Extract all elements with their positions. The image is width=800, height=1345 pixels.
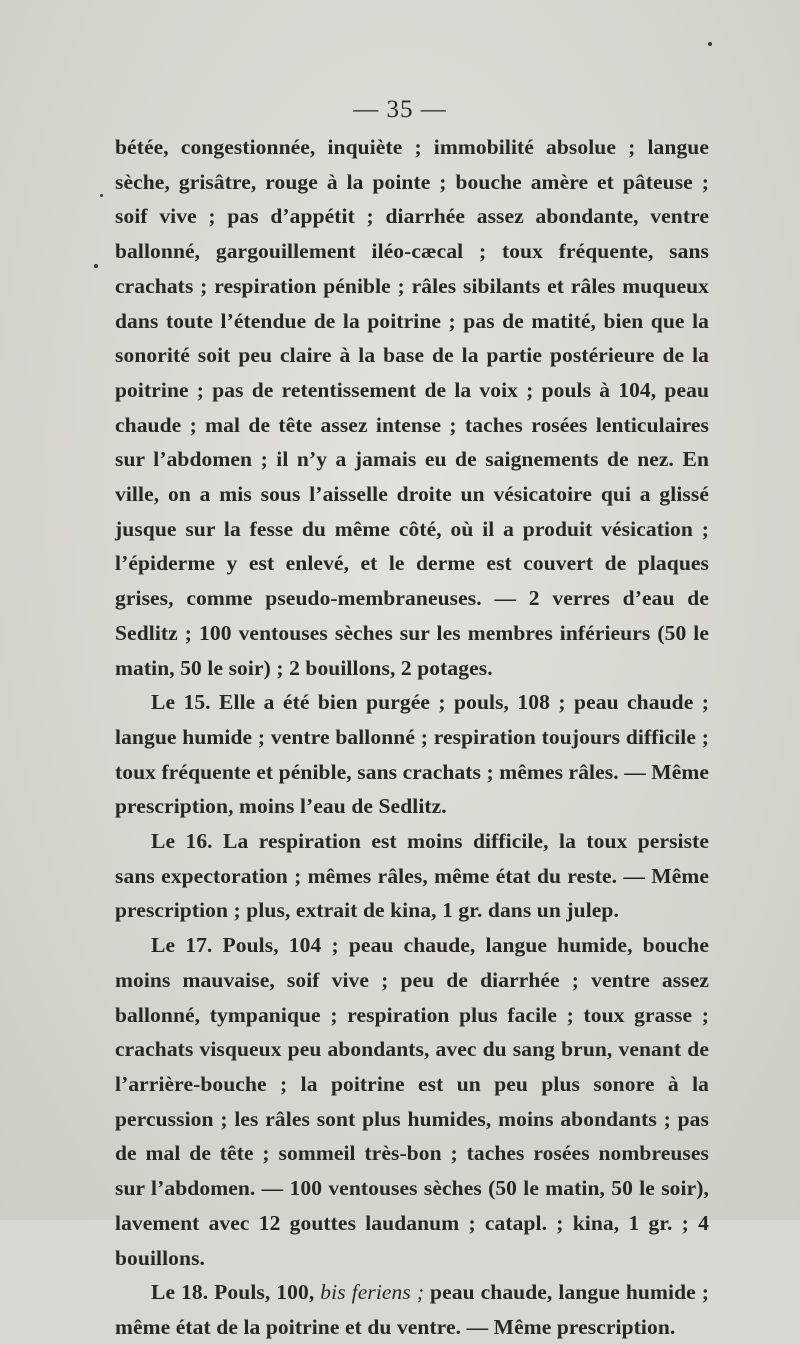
ink-speck [708,42,712,46]
paragraph-day-15: Le 15. Elle a été bien purgée ; pouls, 108 ; peau chaude ; langue humide ; ventre ballonné ; respiration toujours difficile ; toux fréquente et pénible, sans crachats ; mêmes râles. — Même prescription, moins l’eau de Sedlitz. [115,690,709,819]
ink-speck [94,264,98,268]
paragraph-day-18-end: peau chaude, langue humide ; même état de la poitrine et du ventre. — Même prescription. [115,1280,709,1339]
body-text [115,130,709,1345]
ink-speck [100,194,103,197]
paragraph-day-18-italic: bis feriens ; [320,1280,425,1305]
paragraph-day-17: Le 17. Pouls, 104 ; peau chaude, langue humide, bouche moins mauvaise, soif vive ; peu de diarrhée ; ventre assez ballonné, tympanique ; respiration plus facile ; toux grasse ; crachats visqueux peu abondants, avec du sang brun, venant de l’arrière-bouche ; la poitrine est un peu plus sonore à la percussion ; les râles sont plus humides, moins abondants ; pas de mal de tête ; sommeil très-bon ; taches rosées nombreuses sur l’abdomen. — 100 ventouses sèches (50 le matin, 50 le soir), lavement avec 12 gouttes laudanum ; catapl. ; kina, 1 gr. ; 4 bouillons. [115,933,709,1270]
paragraph-day-18-start: Le 18. Pouls, 100, [151,1280,321,1305]
page-number: — 35 — [353,96,447,123]
paragraph-day-16: Le 16. La respiration est moins difficile, la toux persiste sans expectoration ; mêmes râles, même état du reste. — Même prescription ; plus, extrait de kina, 1 gr. dans un julep. [115,829,709,923]
paragraph-continuation: bétée, congestionnée, inquiète ; immobilité absolue ; langue sèche, grisâtre, rouge à la pointe ; bouche amère et pâteuse ; soif vive ; pas d’appétit ; diarrhée assez abondante, ventre ballonné, gargouillement iléo-cæcal ; toux fréquente, sans crachats ; respiration pénible ; râles sibilants et râles muqueux dans toute l’étendue de la poitrine ; pas de matité, bien que la sonorité soit peu claire à la base de la partie postérieure de la poitrine ; pas de retentissement de la voix ; pouls à 104, peau chaude ; mal de tête assez intense ; taches rosées lenticulaires sur l’abdomen ; il n’y a jamais eu de saignements de nez. En ville, on a mis sous l’aisselle droite un vésicatoire qui a glissé jusque sur la fesse du même côté, où il a produit vésication ; l’épiderme y est enlevé, et le derme est couvert de plaques grises, comme pseudo-membraneuses. — 2 verres d’eau de Sedlitz ; 100 ventouses sèches sur les membres inférieurs (50 le matin, 50 le soir) ; 2 bouillons, 2 potages. [115,135,709,680]
paragraph-day-18 [115,1275,709,1344]
